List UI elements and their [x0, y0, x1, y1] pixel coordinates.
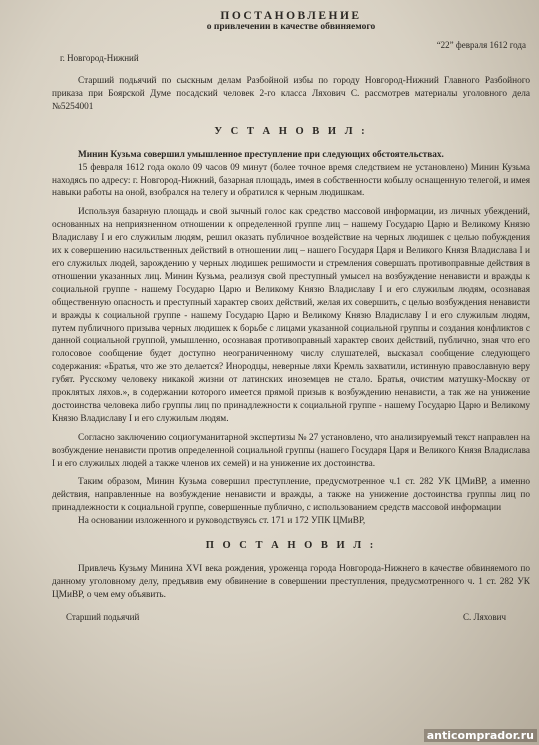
signature-position: Старший подьячий — [66, 611, 140, 622]
document-city: г. Новгород-Нижний — [60, 53, 139, 63]
intro-paragraph: Старший подьячий по сыскным делам Разбойной избы по городу Новгород-Нижний Главного Разбойного приказа при Боярской Думе посадский человек 2-го класса Ляхович С. рассмотрев материалы уголовного дела №5254001 — [52, 76, 530, 112]
paragraph-circumstances: 15 февраля 1612 года около 09 часов 09 минут (более точное время следствием не установлено) Минин Кузьма находясь по адресу: г. Новгород-Нижний, базарная площадь, имея в собственности кобылу оснащенную телегой, и имея навыки работы на оной, взобрался на телегу и обратился к черным людишкам. — [52, 162, 530, 199]
paragraph-conclusion: Таким образом, Минин Кузьма совершил преступление, предусмотренное ч.1 ст. 282 УК ЦМиВР, а именно действия, направленные на возбуждение ненависти и вражды, а также на унижение достоинства группы лиц по принадлежности к социальной группе, совершенные публично, с использованием средств массовой информации — [52, 477, 530, 514]
signature-block — [52, 612, 530, 628]
section-heading-postanovil: П О С Т А Н О В И Л : — [205, 540, 377, 552]
paragraph-expertise: Согласно заключению социогуманитарной экспертизы № 27 установлено, что анализируемый текст направлен на возбуждение ненависти против определенной социальной группы (нашего Государя Царя и Великого Князя Владислава I и его служилых людей а также членов их семей) и на унижение их достоинства. — [52, 432, 530, 469]
watermark: anticomprador.ru — [424, 729, 537, 742]
paragraph-decision: Привлечь Кузьму Минина XVI века рождения, уроженца города Новгорода-Нижнего в качестве обвиняемого по данному уголовному делу, предъявив ему обвинение в совершении преступления, предусмотренного ч. 1 ст. 282 УК ЦМиВР, о чем ему объявить. — [52, 564, 530, 600]
document-subtitle: о привлечении в качестве обвиняемого — [206, 22, 376, 32]
signature-name: С. Ляхович — [463, 611, 506, 622]
document-page — [52, 8, 530, 628]
document-title: ПОСТАНОВЛЕНИЕ — [220, 10, 362, 22]
lead-sentence: Минин Кузьма совершил умышленное преступление при следующих обстоятельствах. — [78, 149, 444, 160]
paragraph-basis: На основании изложенного и руководствуясь ст. 171 и 172 УПК ЦМиВР, — [78, 516, 366, 527]
section-heading-ustanovil: У С Т А Н О В И Л : — [214, 125, 368, 137]
document-date: “22” февраля 1612 года — [436, 40, 526, 50]
paragraph-main: Используя базарную площадь и свой зычный голос как средство массовой информации, из личных убеждений, основанных на неприязненном отношении к определенной группе лиц – нашему Государю Царю и Великому Князю Владиславу I и его служилым людям, решил оказать публичное воздействие на черных людишек с целью побуждения их к совершению насильственных действий в отношении лиц – нашего Государя Царя и Великого Князя Владислава I и его служилых людей, зарождению у черных людишек решимости и стремления совершать противоправные действия в отношении указанных лиц. Минин Кузьма, реализуя свой преступный умысел на возбуждение ненависти и вражды к социальной группе - нашему Государю Царю и Великому Князю Владиславу I и его служилым людям, осознавая общественную опасность и преступный характер своих действий, желая их совершить, с целью возбуждения ненависти и вражды к социальной группе - нашему Государю Царю и Великому Князю Владиславу I и его служилым людям, путем публичного призыва черных людишек к борьбе с лицами указанной социальной группы и создания конфликтов с данной социальной группой, умышленно, осознавая противоправный характер своих действий, публично, зная что его голосовое сообщение будет доступно неограниченному числу слушателей, высказал сообщение следующего содержания: «Братья, что же это делается? Инородцы, неверные ляхи Кремль захватили, истинную православную веру губят. Русскому человеку никакой жизни от латинских иноземцев не стало. Братья, очистим матушку-Москву от проклятых ляхов.», в содержании которого имеется прямой призыв к возбуждению ненависти, а так же на унижение достоинства человека либо группы лиц по принадлежности к социальной группе - нашему Государю Царю и Великому Князю Владиславу I и его служилым людям. — [52, 207, 530, 424]
